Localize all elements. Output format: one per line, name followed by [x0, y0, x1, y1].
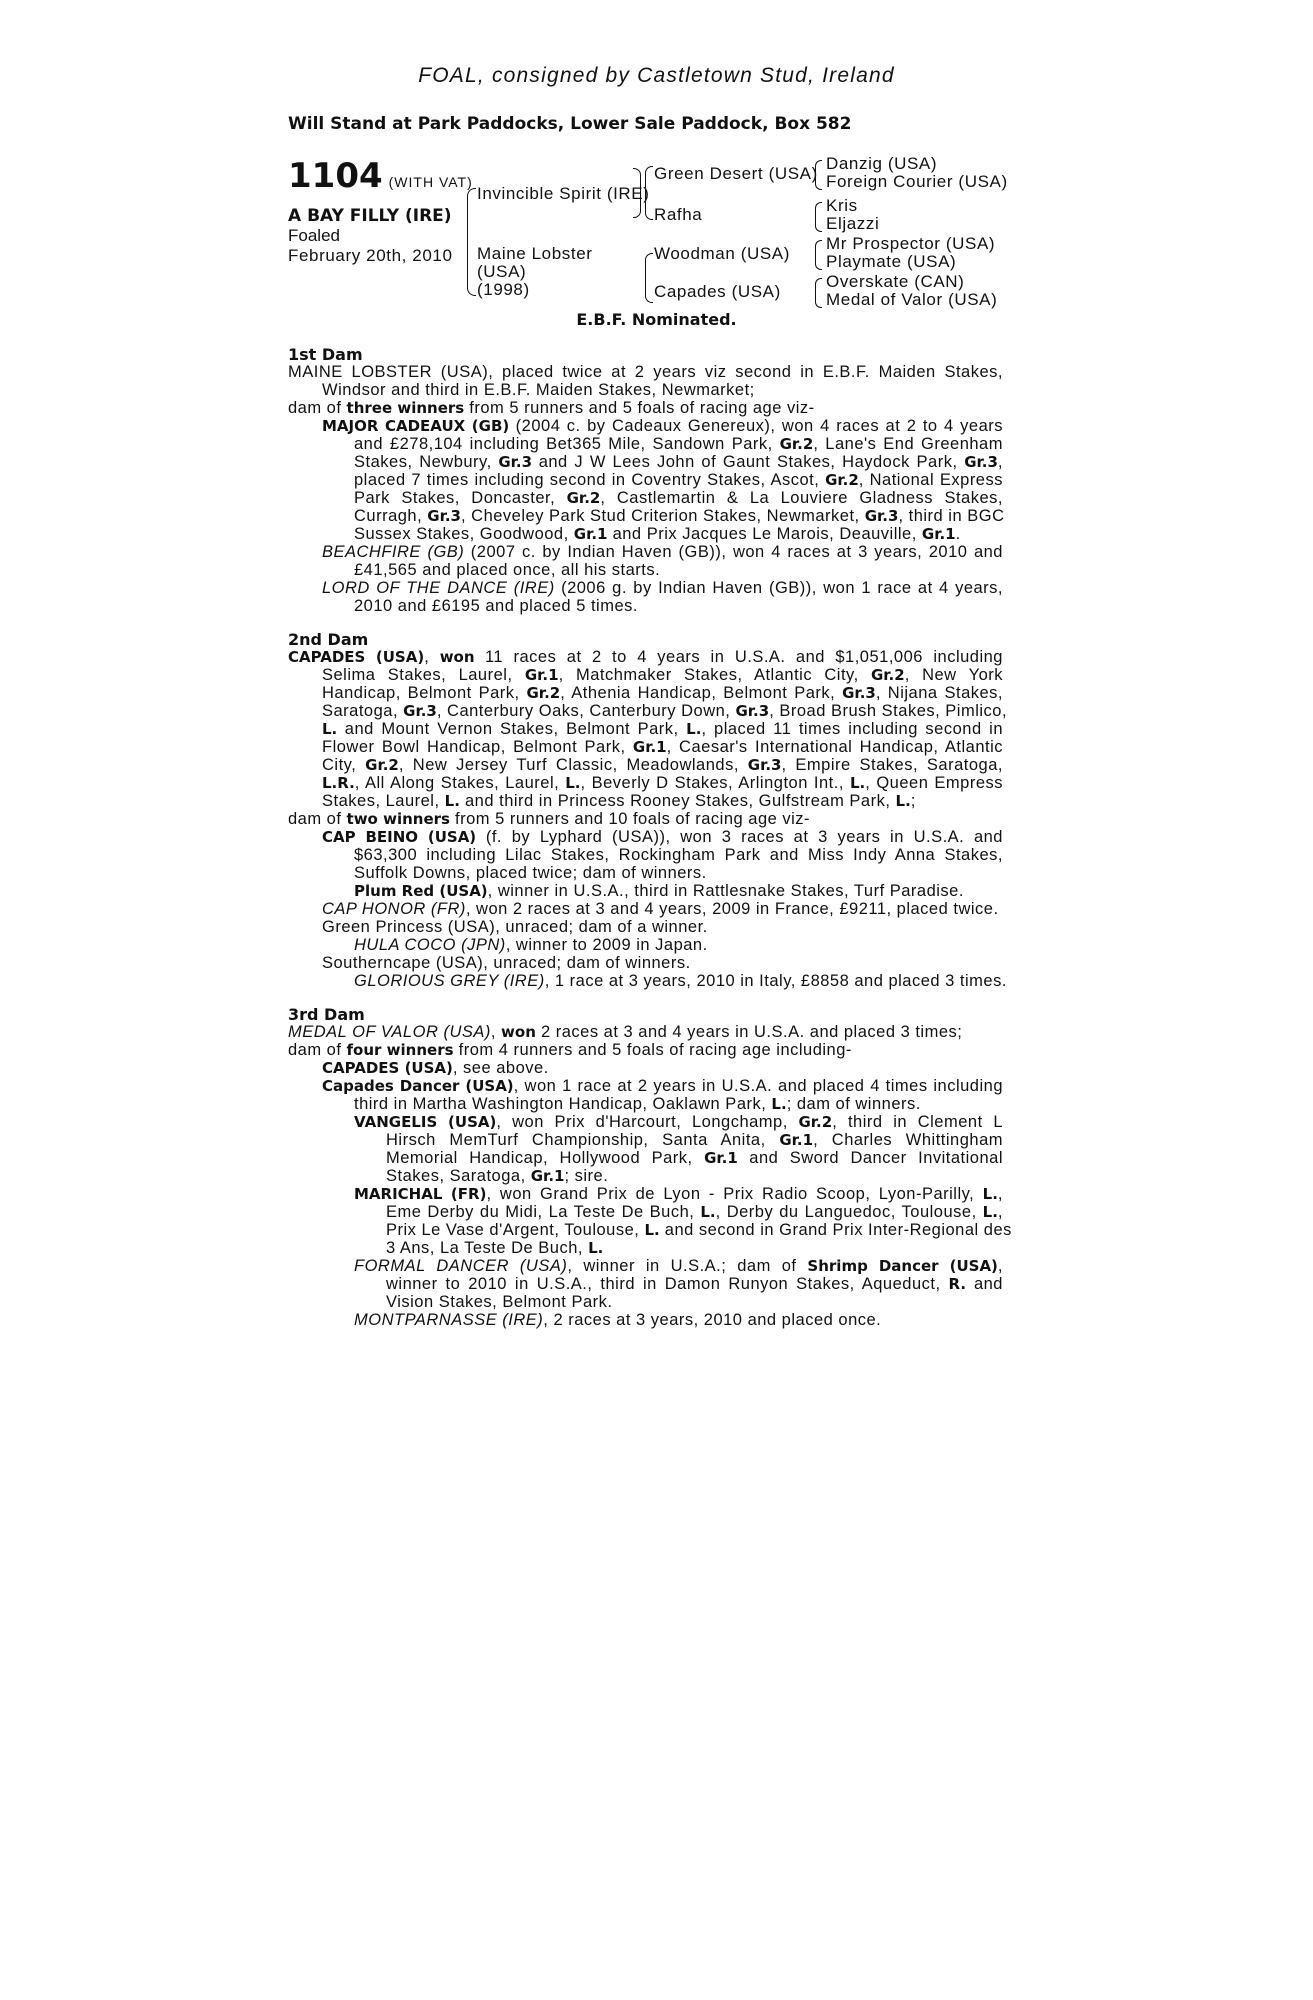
text-line: Plum Red (USA), winner in U.S.A., third in Rattlesnake Stakes, Turf Paradise. — [354, 882, 964, 900]
text-line: and £278,104 including Bet365 Mile, Sandown Park, Gr.2, Lane's End Greenham — [354, 435, 1003, 453]
text-line: CAPADES (USA), see above. — [322, 1059, 549, 1077]
text-line: Selima Stakes, Laurel, Gr.1, Matchmaker Stakes, Atlantic City, Gr.2, New York — [322, 666, 1004, 684]
ddd: Medal of Valor (USA) — [826, 290, 998, 309]
text-line: Green Princess (USA), unraced; dam of a winner. — [322, 918, 708, 936]
pedigree-brace — [467, 188, 476, 296]
text-line: MEDAL OF VALOR (USA), won 2 races at 3 and 4 years in U.S.A. and placed 3 times; — [288, 1023, 963, 1041]
text-line: placed 7 times including second in Coventry Stakes, Ascot, Gr.2, National Express — [354, 471, 1003, 489]
stand-location: Will Stand at Park Paddocks, Lower Sale Paddock, Box 582 — [288, 114, 852, 134]
vat-note: (WITH VAT) — [388, 174, 473, 190]
text-line: dam of three winners from 5 runners and 5 foals of racing age viz- — [288, 399, 815, 417]
pedigree-brace — [815, 160, 822, 190]
pedigree-brace — [645, 166, 653, 220]
dss: Mr Prospector (USA) — [826, 234, 996, 253]
sdd: Eljazzi — [826, 214, 880, 233]
text-line: Handicap, Belmont Park, Gr.2, Athenia Handicap, Belmont Park, Gr.3, Nijana Stakes, — [322, 684, 1004, 702]
text-line: $63,300 including Lilac Stakes, Rockingham Park and Miss Indy Anna Stakes, — [354, 846, 1003, 864]
text-line: VANGELIS (USA), won Prix d'Harcourt, Longchamp, Gr.2, third in Clement L — [354, 1113, 1004, 1131]
text-line: GLORIOUS GREY (IRE), 1 race at 3 years, 2010 in Italy, £8858 and placed 3 times. — [354, 972, 1007, 990]
text-line: CAP BEINO (USA) (f. by Lyphard (USA)), won 3 races at 3 years in U.S.A. and — [322, 828, 1003, 846]
ssd: Foreign Courier (USA) — [826, 172, 1008, 191]
pedigree-brace — [815, 240, 822, 270]
foaled-date: February 20th, 2010 — [288, 246, 453, 265]
pedigree-brace — [815, 278, 822, 308]
sds: Kris — [826, 196, 858, 215]
text-line: £41,565 and placed once, all his starts. — [354, 561, 661, 579]
text-line: third in Martha Washington Handicap, Oaklawn Park, L.; dam of winners. — [354, 1095, 921, 1113]
first-dam-heading: 1st Dam — [288, 345, 363, 364]
text-line: LORD OF THE DANCE (IRE) (2006 g. by Indian Haven (GB)), won 1 race at 4 years, — [322, 579, 1004, 597]
dam-dam: Capades (USA) — [654, 282, 781, 301]
text-line: dam of two winners from 5 runners and 10 foals of racing age viz- — [288, 810, 811, 828]
text-line: Curragh, Gr.3, Cheveley Park Stud Criterion Stakes, Newmarket, Gr.3, third in BGC — [354, 507, 1005, 525]
text-line: MAJOR CADEAUX (GB) (2004 c. by Cadeaux Genereux), won 4 races at 2 to 4 years — [322, 417, 1003, 435]
text-line: FORMAL DANCER (USA), winner in U.S.A.; dam of Shrimp Dancer (USA), — [354, 1257, 1003, 1275]
text-line: Stakes, Laurel, L. and third in Princess Rooney Stakes, Gulfstream Park, L.; — [322, 792, 916, 810]
third-dam-heading: 3rd Dam — [288, 1005, 365, 1024]
text-line: Suffolk Downs, placed twice; dam of winners. — [354, 864, 707, 882]
dam-sire: Woodman (USA) — [654, 244, 790, 263]
foaled-label: Foaled — [288, 226, 340, 245]
horse-name: A BAY FILLY (IRE) — [288, 206, 452, 226]
text-line: City, Gr.2, New Jersey Turf Classic, Meadowlands, Gr.3, Empire Stakes, Saratoga, — [322, 756, 1003, 774]
text-line: dam of four winners from 4 runners and 5 foals of racing age including- — [288, 1041, 852, 1059]
text-line: Stakes, Saratoga, Gr.1; sire. — [386, 1167, 609, 1185]
text-line: MARICHAL (FR), won Grand Prix de Lyon - Prix Radio Scoop, Lyon-Parilly, L., — [354, 1185, 1003, 1203]
sire-dam: Rafha — [654, 205, 703, 224]
text-line: Hirsch MemTurf Championship, Santa Anita, Gr.1, Charles Whittingham — [386, 1131, 1003, 1149]
pedigree-brace — [645, 253, 653, 303]
text-line: winner to 2010 in U.S.A., third in Damon Runyon Stakes, Aqueduct, R. and — [386, 1275, 1003, 1293]
text-line: Flower Bowl Handicap, Belmont Park, Gr.1, Caesar's International Handicap, Atlantic — [322, 738, 1004, 756]
dds: Overskate (CAN) — [826, 272, 965, 291]
text-line: L.R., All Along Stakes, Laurel, L., Beverly D Stakes, Arlington Int., L., Queen Empress — [322, 774, 1004, 792]
lot-heading — [288, 156, 473, 196]
text-line: CAP HONOR (FR), won 2 races at 3 and 4 years, 2009 in France, £9211, placed twice. — [322, 900, 999, 918]
text-line: Saratoga, Gr.3, Canterbury Oaks, Canterbury Down, Gr.3, Broad Brush Stakes, Pimlico, — [322, 702, 1008, 720]
text-line: MONTPARNASSE (IRE), 2 races at 3 years, 2010 and placed once. — [354, 1311, 882, 1329]
text-line: Stakes, Newbury, Gr.3 and J W Lees John of Gaunt Stakes, Haydock Park, Gr.3, — [354, 453, 1003, 471]
consignment-line: FOAL, consigned by Castletown Stud, Ireland — [418, 64, 895, 87]
text-line: 2010 and £6195 and placed 5 times. — [354, 597, 638, 615]
text-line: Capades Dancer (USA), won 1 race at 2 years in U.S.A. and placed 4 times including — [322, 1077, 1003, 1095]
lot-number: 1104 — [288, 156, 383, 196]
text-line: 3 Ans, La Teste De Buch, L. — [386, 1239, 604, 1257]
sire-name: Invincible Spirit (IRE) — [477, 184, 650, 203]
text-line: HULA COCO (JPN), winner to 2009 in Japan. — [354, 936, 708, 954]
dam-name: Maine Lobster — [477, 244, 593, 263]
text-line: L. and Mount Vernon Stakes, Belmont Park, L., placed 11 times including second in — [322, 720, 1003, 738]
ebf-nominated: E.B.F. Nominated. — [576, 310, 737, 329]
text-line: Memorial Handicap, Hollywood Park, Gr.1 and Sword Dancer Invitational — [386, 1149, 1003, 1167]
text-line: Park Stakes, Doncaster, Gr.2, Castlemartin & La Louviere Gladness Stakes, — [354, 489, 1003, 507]
sire-sire: Green Desert (USA) — [654, 164, 818, 183]
text-line: BEACHFIRE (GB) (2007 c. by Indian Haven (GB)), won 4 races at 3 years, 2010 and — [322, 543, 1003, 561]
pedigree-brace — [633, 168, 641, 218]
text-line: Windsor and third in E.B.F. Maiden Stakes, Newmarket; — [322, 381, 755, 399]
pedigree-brace — [815, 202, 822, 232]
text-line: Sussex Stakes, Goodwood, Gr.1 and Prix Jacques Le Marois, Deauville, Gr.1. — [354, 525, 961, 543]
second-dam-heading: 2nd Dam — [288, 630, 369, 649]
text-line: CAPADES (USA), won 11 races at 2 to 4 years in U.S.A. and $1,051,006 including — [288, 648, 1003, 666]
text-line: Prix Le Vase d'Argent, Toulouse, L. and second in Grand Prix Inter-Regional des — [386, 1221, 1012, 1239]
dam-country: (USA) — [477, 262, 527, 281]
dsd: Playmate (USA) — [826, 252, 957, 271]
text-line: Southerncape (USA), unraced; dam of winners. — [322, 954, 691, 972]
text-line: MAINE LOBSTER (USA), placed twice at 2 years viz second in E.B.F. Maiden Stakes, — [288, 363, 1003, 381]
dam-year: (1998) — [477, 280, 530, 299]
text-line: Vision Stakes, Belmont Park. — [386, 1293, 613, 1311]
text-line: Eme Derby du Midi, La Teste De Buch, L., Derby du Languedoc, Toulouse, L., — [386, 1203, 1004, 1221]
sss: Danzig (USA) — [826, 154, 938, 173]
